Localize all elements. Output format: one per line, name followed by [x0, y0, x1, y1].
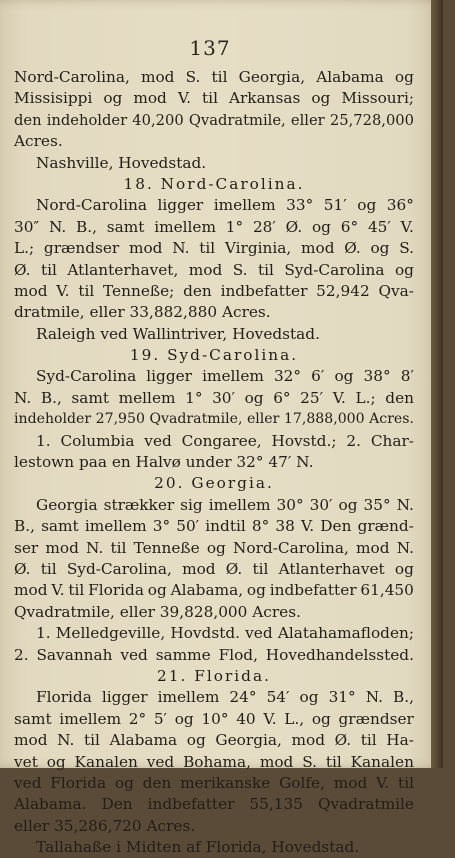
text-line: lestown paa en Halvø under 32° 47′ N.: [14, 453, 314, 472]
text-line: mod V. til Florida og Alabama, og indbefatter 61,450: [14, 581, 414, 600]
text-line: Raleigh ved Wallintriver, Hovedstad.: [36, 324, 320, 343]
text-line: N. B., samt mellem 1° 30′ og 6° 25′ V. L.; den: [14, 388, 414, 407]
text-line: L.; grændser mod N. til Virginia, mod Ø. og S.: [14, 239, 414, 258]
text-line: Ø. til Atlanterhavet, mod S. til Syd-Carolina og: [14, 260, 414, 279]
section-heading: 20. Georgia.: [154, 474, 274, 493]
text-line: Tallahaße i Midten af Florida, Hovedstad.: [36, 838, 360, 857]
text-line: vet og Kanalen ved Bohama, mod S. til Kanalen: [14, 752, 414, 771]
text-line: 1. Melledgeville, Hovdstd. ved Alatahamafloden;: [36, 624, 414, 643]
text-line: eller 35,286,720 Acres.: [14, 816, 196, 835]
section-heading: 18. Nord-Carolina.: [123, 174, 305, 193]
text-line: samt imellem 2° 5′ og 10° 40 V. L., og grændser: [14, 709, 414, 728]
section-heading: 19. Syd-Carolina.: [129, 346, 299, 365]
text-line: Ø. til Syd-Carolina, mod Ø. til Atlanterhavet og: [14, 559, 414, 578]
text-line: Missisippi og mod V. til Arkansas og Missouri;: [14, 89, 414, 108]
text-line: Nashville, Hovedstad.: [36, 153, 207, 172]
text-line: dratmile, eller 33,882,880 Acres.: [14, 303, 271, 322]
text-line: Nord-Carolina ligger imellem 33° 51′ og 36°: [36, 196, 414, 215]
text-line: indeholder 27,950 Qvadratmile, eller 17,888,000 Acres.: [14, 411, 414, 428]
text-line: Georgia strækker sig imellem 30° 30′ og 35° N.: [36, 495, 414, 514]
text-line: Syd-Carolina ligger imellem 32° 6′ og 38° 8′: [36, 367, 414, 386]
text-line: 30″ N. B., samt imellem 1° 28′ Ø. og 6° 45′ V.: [14, 217, 414, 236]
text-line: mod N. til Alabama og Georgia, mod Ø. til Ha-: [14, 731, 414, 750]
section-heading: 21. Florida.: [157, 666, 271, 685]
text-line: 1. Columbia ved Congaree, Hovstd.; 2. Char-: [36, 431, 414, 450]
page-text: [14, 67, 414, 858]
page-number: 137: [189, 36, 231, 60]
text-line: ved Florida og den merikanske Golfe, mod V. til: [14, 773, 414, 792]
text-line: mod V. til Tenneße; den indbefatter 52,942 Qva-: [14, 281, 414, 300]
text-line: ser mod N. til Tenneße og Nord-Carolina, mod N.: [14, 538, 414, 557]
page-edge-shadow: [431, 0, 443, 768]
text-line: Qvadratmile, eller 39,828,000 Acres.: [14, 602, 301, 621]
text-line: B., samt imellem 3° 50′ indtil 8° 38 V. Den grænd-: [14, 517, 414, 536]
text-line: Nord-Carolina, mod S. til Georgia, Alabama og: [14, 68, 414, 86]
text-line: Florida ligger imellem 24° 54′ og 31° N. B.,: [36, 688, 414, 707]
text-line: 2. Savannah ved samme Flod, Hovedhandelssted.: [14, 645, 414, 664]
text-line: den indeholder 40,200 Qvadratmile, eller 25,728,000: [14, 111, 414, 129]
text-line: Acres.: [14, 132, 63, 151]
text-line: Alabama. Den indbefatter 55,135 Qvadratmile: [14, 795, 414, 814]
